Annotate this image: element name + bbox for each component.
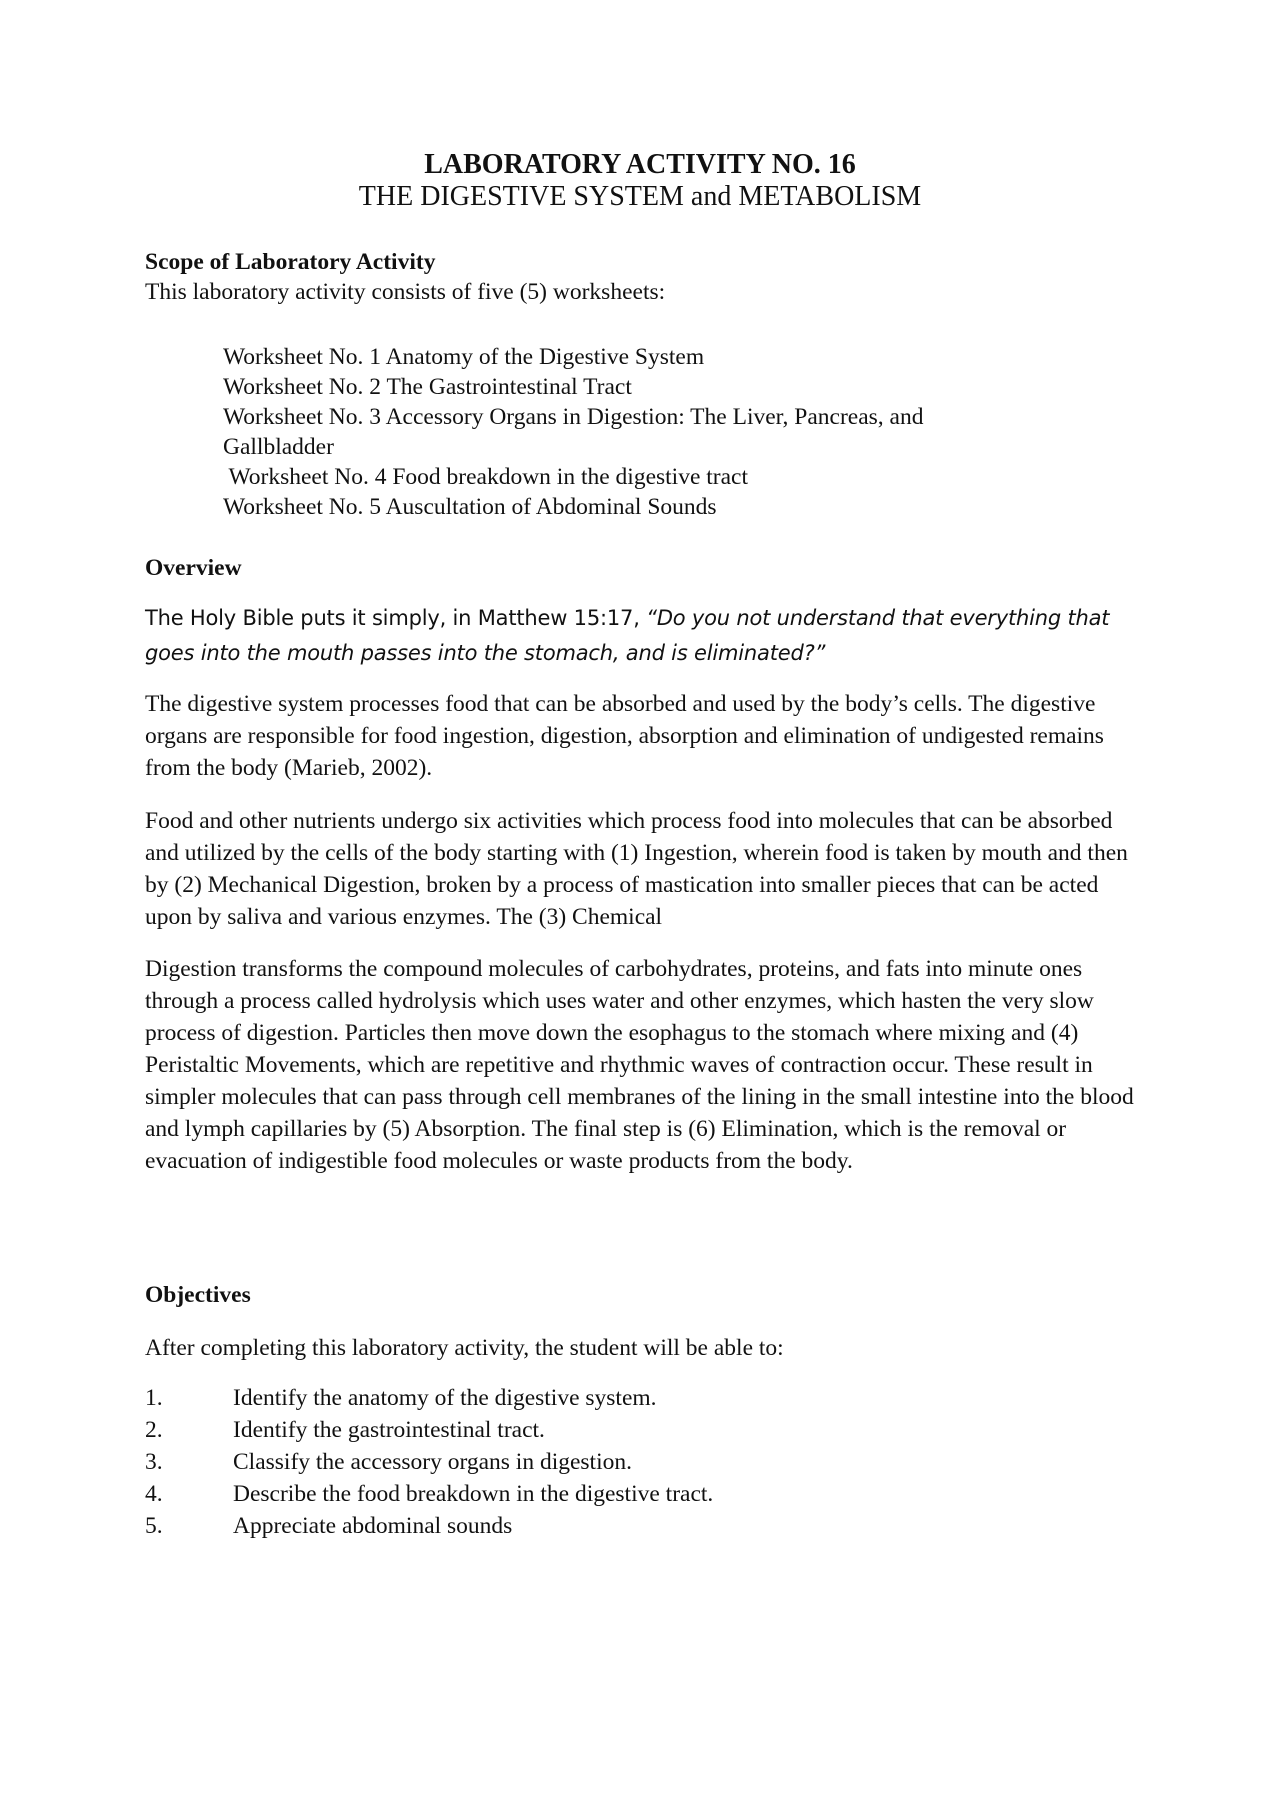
list-item — [145, 1510, 1145, 1542]
list-item-number: 2. — [145, 1417, 163, 1443]
worksheet-list — [223, 342, 1123, 522]
worksheet-item: Worksheet No. 5 Auscultation of Abdominal Sounds — [223, 494, 717, 520]
list-item-text: Describe the food breakdown in the digestive tract. — [233, 1481, 714, 1507]
objectives-list — [145, 1382, 1145, 1542]
overview-section — [145, 553, 1145, 583]
quote-text: “Do you not understand that everything that goes into the mouth passes into the stomach, and is eliminated?” — [145, 606, 1110, 665]
activity-title: LABORATORY ACTIVITY NO. 16 — [424, 149, 856, 180]
list-item-text: Identify the anatomy of the digestive system. — [233, 1385, 657, 1411]
list-item — [145, 1478, 1145, 1510]
list-item-text: Classify the accessory organs in digestion. — [233, 1449, 632, 1475]
list-item-number: 3. — [145, 1449, 163, 1475]
list-item-number: 4. — [145, 1481, 163, 1507]
activity-subtitle: THE DIGESTIVE SYSTEM and METABOLISM — [358, 181, 922, 212]
worksheet-item: Worksheet No. 1 Anatomy of the Digestive System — [223, 344, 705, 370]
overview-heading: Overview — [145, 555, 242, 581]
list-item-number: 5. — [145, 1513, 163, 1539]
list-item-text: Appreciate abdominal sounds — [233, 1513, 513, 1539]
list-item-number: 1. — [145, 1385, 163, 1411]
list-item — [145, 1446, 1145, 1478]
objectives-intro: After completing this laboratory activity, the student will be able to: — [145, 1335, 784, 1361]
objectives-heading: Objectives — [145, 1282, 251, 1308]
worksheet-item: Worksheet No. 2 The Gastrointestinal Tract — [223, 374, 632, 400]
objectives-section — [145, 1280, 1145, 1310]
bible-quote — [145, 601, 1145, 671]
list-item-text: Identify the gastrointestinal tract. — [233, 1417, 545, 1443]
quote-prefix: The Holy Bible puts it simply, in Matthew 15:17, — [145, 606, 647, 630]
scope-intro: This laboratory activity consists of five (5) worksheets: — [145, 279, 666, 305]
list-item — [145, 1382, 1145, 1414]
worksheet-item: Gallbladder — [223, 434, 334, 460]
worksheet-item: Worksheet No. 4 Food breakdown in the digestive tract — [223, 464, 749, 490]
worksheet-item: Worksheet No. 3 Accessory Organs in Digestion: The Liver, Pancreas, and — [223, 404, 924, 430]
scope-heading: Scope of Laboratory Activity — [145, 249, 436, 275]
scope-section — [145, 247, 1145, 307]
overview-paragraph-1: The digestive system processes food that can be absorbed and used by the body’s cells. The digestive organs are responsible for food ingestion, digestion, absorption and elimination of undigested remains from the body (Marieb, 2002). — [145, 691, 1104, 781]
overview-paragraph-2: Food and other nutrients undergo six activities which process food into molecules that can be absorbed and utilized by the cells of the body starting with (1) Ingestion, wherein food is taken by mouth and then by (2) Mechanical Digestion, broken by a process of mastication into smaller pieces that can be acted upon by saliva and various enzymes. The (3) Chemical — [145, 808, 1128, 930]
overview-paragraph-3: Digestion transforms the compound molecules of carbohydrates, proteins, and fats into minute ones through a process called hydrolysis which uses water and other enzymes, which hasten the very slow process of digestion. Particles then move down the esophagus to the stomach where mixing and (4) Peristaltic Movements, which are repetitive and rhythmic waves of contraction occur. These result in simpler molecules that can pass through cell membranes of the lining in the small intestine into the blood and lymph capillaries by (5) Absorption. The final step is (6) Elimination, which is the removal or evacuation of indigestible food molecules or waste products from the body. — [145, 956, 1134, 1174]
list-item — [145, 1414, 1145, 1446]
